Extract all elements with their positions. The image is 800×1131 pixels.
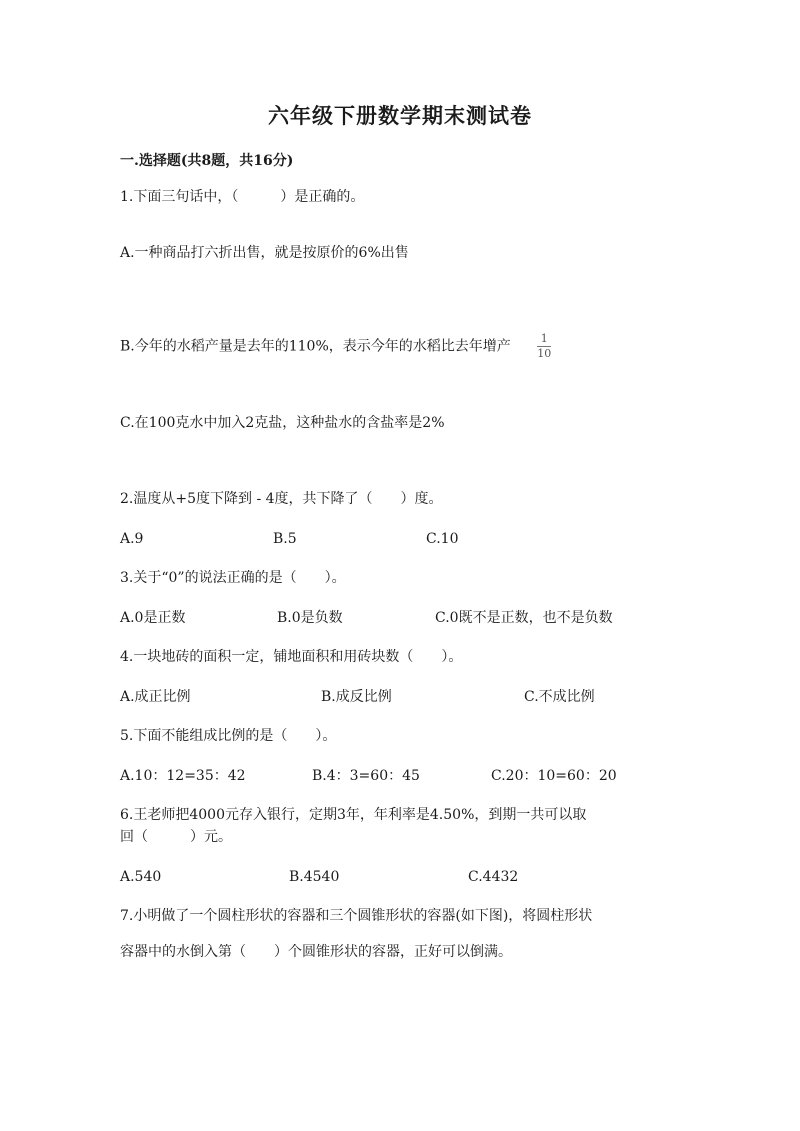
question-5-option-a: A.10：12=35：42: [120, 768, 246, 784]
fraction-denominator: 10: [537, 347, 552, 360]
question-2-option-a: A.9: [120, 531, 144, 547]
section-heading: 一.选择题(共8题，共16分): [120, 153, 294, 169]
question-7-stem-line-2: 容器中的水倒入第（ ）个圆锥形状的容器，正好可以倒满。: [120, 944, 512, 960]
fraction-one-tenth: [537, 333, 551, 360]
question-3-option-b: B.0是负数: [277, 610, 343, 626]
question-5-stem: 5.下面不能组成比例的是（ ）。: [120, 728, 337, 744]
question-5-option-c: C.20：10=60：20: [491, 768, 617, 784]
question-2-option-b: B.5: [273, 531, 297, 547]
question-3-stem: 3.关于“0”的说法正确的是（ ）。: [120, 570, 346, 586]
question-1-option-a: A.一种商品打六折出售，就是按原价的6%出售: [120, 245, 409, 261]
question-1-stem: 1.下面三句话中，（ ）是正确的。: [120, 189, 365, 205]
question-6-stem-line-1: 6.王老师把4000元存入银行，定期3年，年利率是4.50%，到期一共可以取: [120, 807, 587, 823]
question-6-option-a: A.540: [120, 869, 162, 885]
question-6-stem-line-2: 回（ ）元。: [120, 829, 232, 845]
question-1-option-c: C.在100克水中加入2克盐，这种盐水的含盐率是2%: [120, 415, 445, 431]
question-2-option-c: C.10: [426, 531, 459, 547]
question-5-option-b: B.4：3=60：45: [312, 768, 420, 784]
question-4-option-c: C.不成比例: [524, 689, 595, 705]
question-4-option-b: B.成反比例: [321, 689, 392, 705]
question-4-stem: 4.一块地砖的面积一定，铺地面积和用砖块数（ ）。: [120, 649, 463, 665]
question-7-stem-line-1: 7.小明做了一个圆柱形状的容器和三个圆锥形状的容器(如下图)，将圆柱形状: [120, 908, 593, 924]
question-1-option-b: [120, 333, 551, 360]
fraction-numerator: 1: [540, 332, 548, 345]
question-6-option-b: B.4540: [289, 869, 340, 885]
question-3-option-c: C.0既不是正数，也不是负数: [435, 610, 613, 626]
question-6-option-c: C.4432: [468, 869, 519, 885]
document-title: 六年级下册数学期末测试卷: [268, 103, 532, 128]
question-3-option-a: A.0是正数: [120, 610, 186, 626]
question-1-option-b-text: B.今年的水稻产量是去年的110%，表示今年的水稻比去年增产: [120, 338, 511, 355]
question-4-option-a: A.成正比例: [120, 689, 191, 705]
question-2-stem: 2.温度从+5度下降到 - 4度，共下降了（ ）度。: [120, 491, 443, 507]
